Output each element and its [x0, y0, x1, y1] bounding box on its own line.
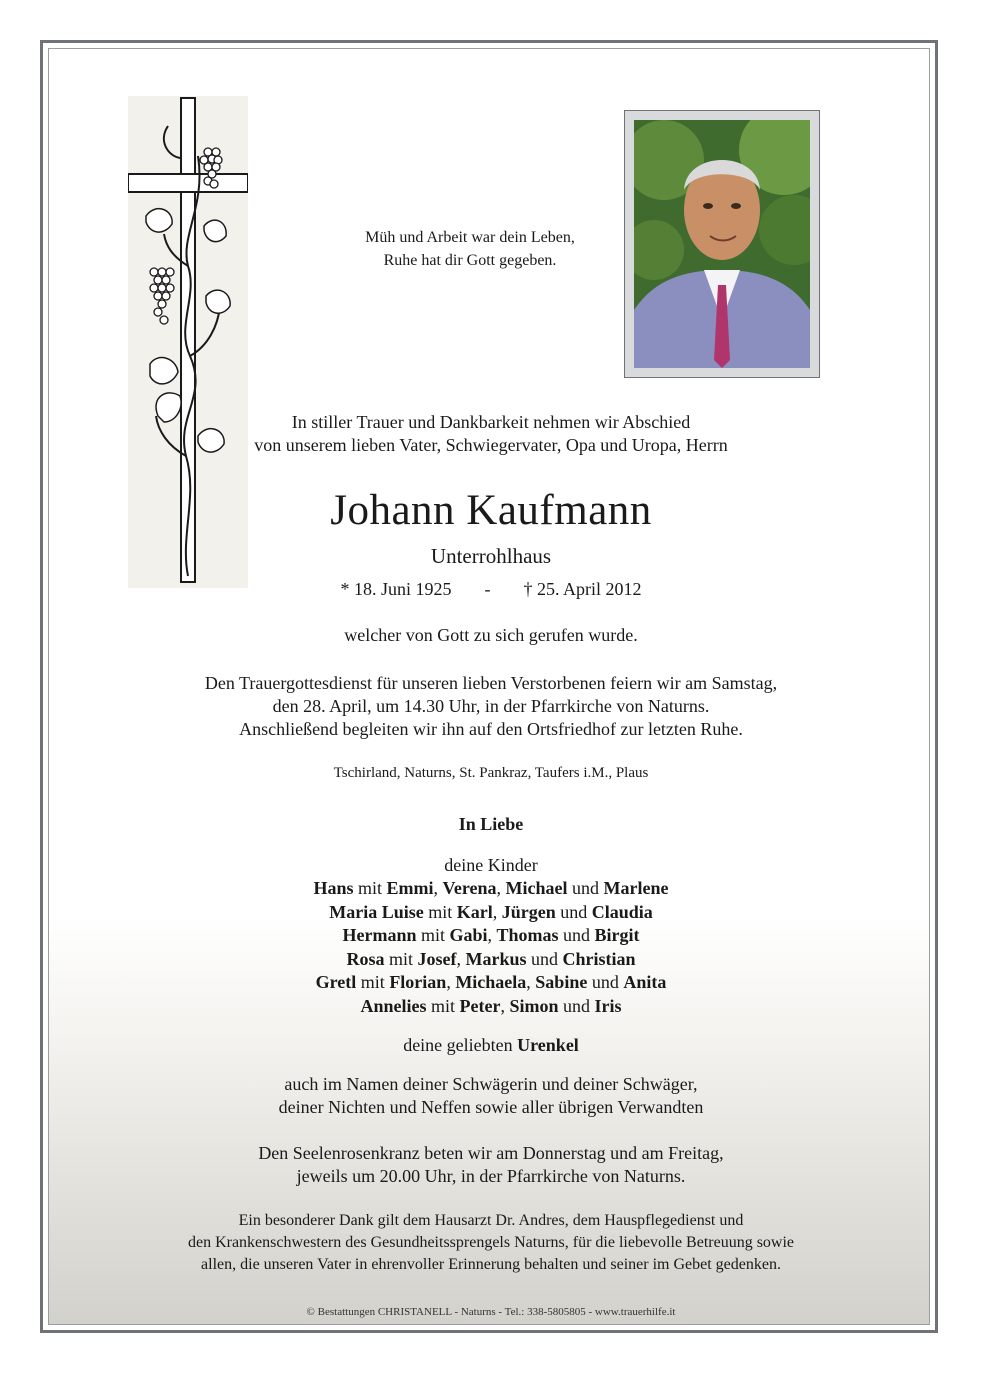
family-row: Annelies mit Peter, Simon und Iris — [360, 995, 622, 1016]
farmstead-name: Unterrohlhaus — [430, 544, 552, 568]
family-row: Hermann mit Gabi, Thomas und Birgit — [342, 925, 640, 946]
motto-line-1: Müh und Arbeit war dein Leben, — [365, 229, 575, 246]
rosary-line-1: Den Seelenrosenkranz beten wir am Donnerstag und am Freitag, — [258, 1143, 724, 1163]
death-date: † 25. April 2012 — [523, 579, 642, 599]
intro-line-1: In stiller Trauer und Dankbarkeit nehmen wir Abschied — [291, 412, 691, 432]
family-row: Gretl mit Florian, Michaela, Sabine und Anita — [315, 972, 667, 993]
children-intro: deine Kinder — [444, 855, 538, 875]
family-row: Rosa mit Josef, Markus und Christian — [346, 948, 636, 969]
portrait-photo — [634, 120, 810, 368]
birth-date: * 18. Juni 1925 — [340, 579, 452, 599]
thanks-text — [100, 1210, 882, 1276]
thanks-line-2: den Krankenschwestern des Gesundheitssprengels Naturns, für die liebevolle Betreuung sowie — [187, 1234, 795, 1251]
footer-credit: © Bestattungen CHRISTANELL - Naturns - Tel.: 338-5805805 - www.trauerhilfe.it — [306, 1306, 676, 1318]
called-by-god-text: welcher von Gott zu sich gerufen wurde. — [344, 625, 638, 645]
family-row: Maria Luise mit Karl, Jürgen und Claudia — [329, 901, 653, 922]
great-grandchildren-line: deine geliebten Urenkel — [403, 1035, 579, 1055]
in-love-heading: In Liebe — [458, 814, 524, 834]
rosary-line-2: jeweils um 20.00 Uhr, in der Pfarrkirche von Naturns. — [296, 1166, 686, 1186]
relatives-line-2: deiner Nichten und Neffen sowie aller übrigen Verwandten — [278, 1097, 704, 1117]
service-line-1: Den Trauergottesdienst für unseren lieben Verstorbenen feiern wir am Samstag, — [204, 673, 778, 693]
places-line: Tschirland, Naturns, St. Pankraz, Taufers i.M., Plaus — [333, 765, 649, 781]
intro-line-2: von unserem lieben Vater, Schwiegervater, Opa und Uropa, Herrn — [254, 435, 728, 455]
service-line-3: Anschließend begleiten wir ihn auf den Ortsfriedhof zur letzten Ruhe. — [239, 719, 743, 739]
thanks-line-1: Ein besonderer Dank gilt dem Hausarzt Dr. Andres, dem Hauspflegedienst und — [238, 1212, 744, 1229]
life-dates — [100, 577, 882, 601]
relatives-text — [100, 1073, 882, 1119]
family-row: Hans mit Emmi, Verena, Michael und Marlene — [313, 878, 669, 898]
family-list — [100, 877, 882, 1019]
portrait-photo-frame — [624, 110, 820, 378]
intro-text — [100, 411, 882, 457]
service-line-2: den 28. April, um 14.30 Uhr, in der Pfarrkirche von Naturns. — [272, 696, 710, 716]
motto-line-2: Ruhe hat dir Gott gegeben. — [383, 252, 557, 269]
thanks-line-3: allen, die unseren Vater in ehrenvoller Erinnerung behalten und seiner im Gebet gedenken. — [201, 1256, 781, 1273]
rosary-text — [100, 1142, 882, 1188]
motto — [300, 226, 640, 272]
relatives-line-1: auch im Namen deiner Schwägerin und deiner Schwäger, — [284, 1074, 698, 1094]
date-separator: - — [484, 579, 491, 599]
funeral-service-text — [100, 672, 882, 741]
deceased-name: Johann Kaufmann — [330, 487, 652, 534]
